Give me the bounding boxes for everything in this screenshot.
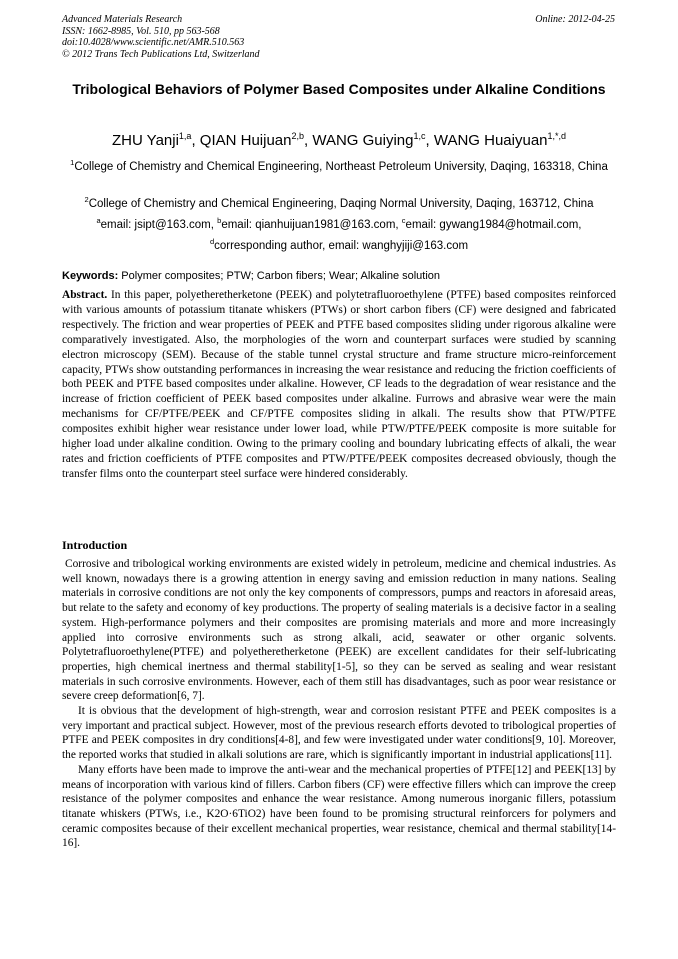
journal-name: Advanced Materials Research — [62, 14, 183, 25]
introduction-body — [62, 557, 616, 851]
corresponding-author — [62, 234, 616, 254]
paper-title: Tribological Behaviors of Polymer Based Composites under Alkaline Conditions — [72, 81, 606, 97]
email-sup: c — [401, 216, 406, 225]
affiliation-sup: 2 — [84, 195, 89, 204]
affiliation-text: College of Chemistry and Chemical Engineering, Daqing Normal University, Daqing, 163712, China — [88, 197, 594, 210]
email-c: email: gywang1984@hotmail.com, — [405, 218, 582, 231]
online-date: Online: 2012-04-25 — [535, 14, 615, 25]
author-name: WANG Huaiyuan — [433, 132, 548, 149]
affiliation-text: College of Chemistry and Chemical Engineering, Northeast Petroleum University, Daqing, 163318, China — [74, 160, 608, 173]
copyright-line: © 2012 Trans Tech Publications Ltd, Switzerland — [62, 48, 260, 60]
affiliation-1 — [62, 155, 616, 175]
author-name: WANG Guiying — [312, 132, 414, 149]
author-affil-sup: 2,b — [291, 131, 305, 141]
keywords-line — [62, 269, 616, 283]
author-affil-sup: 1,*,d — [547, 131, 567, 141]
author-affil-sup: 1,a — [178, 131, 192, 141]
author-separator: , — [191, 132, 200, 149]
author-separator: , — [425, 132, 434, 149]
author-list — [62, 127, 616, 150]
email-list — [62, 213, 616, 233]
email-d: corresponding author, email: wanghyjiji@163.com — [214, 239, 469, 252]
email-sup: d — [209, 237, 215, 246]
doi-line: doi:10.4028/www.scientific.net/AMR.510.563 — [62, 37, 245, 48]
abstract-label: Abstract. — [62, 289, 108, 301]
intro-paragraph: It is obvious that the development of high-strength, wear and corrosion resistant PTFE and PEEK composites is a very important and practical subject. However, most of the previous research efforts devoted to tribological properties of PTFE and PEEK composites in dry conditions[4-8], and few were investigated under water conditions[9, 10]. Moreover, the reported works that studied in alkali solutions are rare, which is significantly important in industrial applications[11]. — [62, 705, 616, 762]
affiliation-sup: 1 — [70, 158, 75, 167]
keywords-text: Polymer composites; PTW; Carbon fibers; Wear; Alkaline solution — [118, 270, 441, 282]
author-name: ZHU Yanji — [111, 132, 179, 149]
author-name: QIAN Huijuan — [199, 132, 292, 149]
intro-paragraph: Corrosive and tribological working environments are existed widely in petroleum, medicine and chemical industries. As well known, nowadays there is a growing attention in energy saving and emission reduction in many nations. Sealing materials in corrosive conditions are not only the key components of compressors, pumps and reactors in aforesaid areas, but relate to the safety and economy of key productions. The property of sealing materials is a decisive factor in a sealing system. High-performance polymers and their composites are promising materials and more and more increasingly applied into corrosive environments such as strong alkali, acid, seawater or other organic solvents. Polytetrafluoroethylene(PTFE) and polyetheretherketone (PEEK) are excellent candidates for their self-lubricating properties, high chemical inertness and thermal stability[1-5], so they can be served as sealing and wear resistant materials in such corrosive environments. However, each of them still has disadvantages, such as poor wear resistance or severe creep deformation[6, 7]. — [62, 558, 616, 703]
email-a: email: jsipt@163.com, — [100, 218, 218, 231]
email-sup: a — [96, 216, 101, 225]
email-b: email: qianhuijuan1981@163.com, — [221, 218, 402, 231]
email-sup: b — [217, 216, 222, 225]
intro-paragraph: Many efforts have been made to improve the anti-wear and the mechanical properties of PTFE[12] and PEEK[13] by means of incorporation with various kind of fillers. Carbon fibers (CF) were effective fillers which can improve the creep resistance of the polymer composites and enhance the wear resistance. Among numerous inorganic fillers, potassium titanate whiskers (PTWs, i.e., K2O·6TiO2) have been found to be promising structural reinforcers for polymers and ceramic composites because of their excellent mechanical properties, wear resistance, chemical and thermal stability[14-16]. — [62, 763, 616, 850]
journal-header — [62, 14, 442, 60]
keywords-label: Keywords: — [62, 270, 119, 282]
abstract-text: In this paper, polyetheretherketone (PEEK) and polytetrafluoroethylene (PTFE) based composites reinforced with various amounts of potassium titanate whiskers (PTWs) or short carbon fibers (CF) were designed and fabricated respectively. The friction and wear properties of PEEK and PTFE based composites sliding under rigorous alkaline were comparatively investigated. Also, the morphologies of the worn and counterpart surfaces were studied by scanning electron microscopy (SEM). Because of the stable tunnel crystal structure and frame structure micro-reinforcement capacity, PTWs show outstanding performances in increasing the wear resistance and reducing the friction coefficients of both PEEK and PTFE based composites under alkaline. However, CF leads to the degradation of wear resistance and the increase of friction coefficient of PEEK based composites under alkaline. Furrows and abrasive wear were the main mechanisms for CF/PTFE/PEEK and CF/PTFE composites sliding in alkali. The results show that PTW/PTFE composites exhibit higher wear resistance under lower load, while PTW/PTFE/PEEK composite is more suitable for higher load under alkaline condition. Owing to the primary cooling and boundary lubricating effects of alkali, the wear rates and friction coefficients of PTFE composites and PTW/PTFE/PEEK composites decreased obviously, though the transfer films onto the counterpart steel surface were hindered considerably. — [62, 289, 616, 480]
author-separator: , — [304, 132, 313, 149]
issn-line: ISSN: 1662-8985, Vol. 510, pp 563-568 — [62, 25, 220, 37]
abstract-paragraph — [62, 288, 616, 482]
introduction-heading: Introduction — [62, 538, 128, 552]
affiliation-2 — [62, 192, 616, 212]
author-affil-sup: 1,c — [413, 131, 426, 141]
